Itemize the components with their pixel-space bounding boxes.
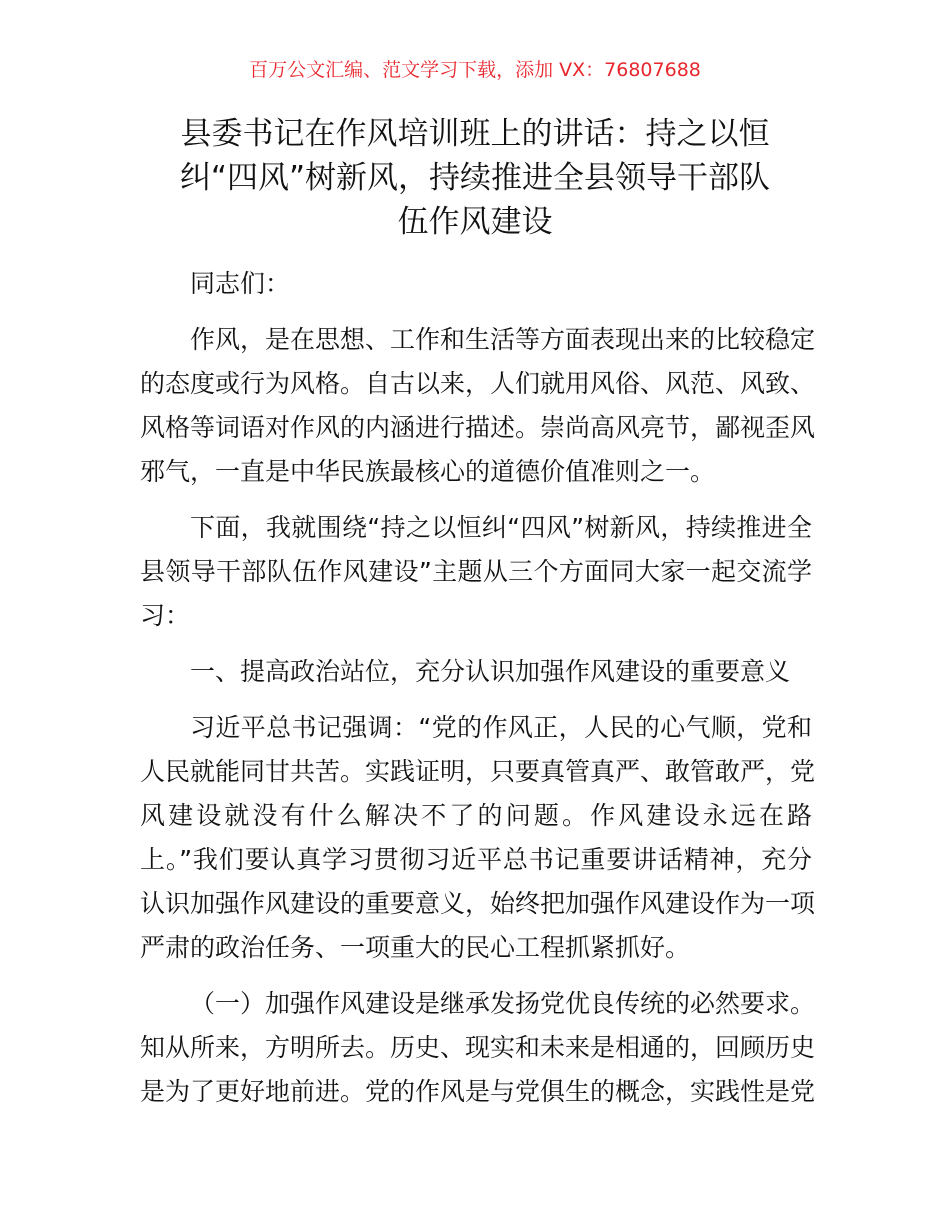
paragraph [140, 706, 816, 970]
text-line: 邪气，一直是中华民族最核心的道德价值准则之一。 [140, 457, 716, 486]
text-line: 上。”我们要认真学习贯彻习近平总书记重要讲话精神，充分 [140, 845, 812, 874]
text-line: 的态度或行为风格。自古以来，人们就用风俗、风范、风致、 [140, 369, 816, 398]
document-body [140, 262, 816, 1126]
text-line: 人民就能同甘共苦。实践证明，只要真管真严、敢管敢严，党 [140, 757, 816, 786]
text-line: 风建设就没有什么解决不了的问题。作风建设永远在路 [140, 801, 812, 830]
watermark-header: 百万公文汇编、范文学习下载，添加 VX：76807688 [249, 59, 701, 81]
text-line: （一）加强作风建设是继承发扬党优良传统的必然要求。 [190, 989, 816, 1018]
paragraph [140, 318, 816, 494]
paragraph [140, 650, 812, 694]
text-line: 下面，我就围绕“持之以恒纠“四风”树新风，持续推进全 [190, 513, 812, 542]
title-line: 纠“四风”树新风，持续推进全县领导干部队 [179, 160, 771, 196]
title-line: 县委书记在作风培训班上的讲话：持之以恒 [180, 116, 770, 152]
document-title [130, 112, 820, 244]
text-line: 习近平总书记强调：“党的作风正，人民的心气顺，党和 [190, 713, 812, 742]
text-line: 是为了更好地前进。党的作风是与党俱生的概念，实践性是党 [140, 1077, 816, 1106]
text-line: 同志们： [190, 269, 291, 298]
text-line: 县领导干部队伍作风建设”主题从三个方面同大家一起交流学 [140, 557, 812, 586]
text-line: 严肃的政治任务、一项重大的民心工程抓紧抓好。 [140, 933, 691, 962]
paragraph [140, 262, 812, 306]
text-line: 认识加强作风建设的重要意义，始终把加强作风建设作为一项 [140, 889, 816, 918]
text-line: 知从所来，方明所去。历史、现实和未来是相通的，回顾历史 [140, 1033, 816, 1062]
paragraph [140, 506, 812, 638]
text-line: 作风，是在思想、工作和生活等方面表现出来的比较稳定 [190, 325, 816, 354]
text-line: 习： [140, 601, 191, 630]
text-line: 一、提高政治站位，充分认识加强作风建设的重要意义 [190, 657, 791, 686]
text-line: 风格等词语对作风的内涵进行描述。崇尚高风亮节，鄙视歪风 [140, 413, 816, 442]
paragraph [140, 982, 816, 1114]
title-line: 伍作风建设 [397, 204, 553, 240]
